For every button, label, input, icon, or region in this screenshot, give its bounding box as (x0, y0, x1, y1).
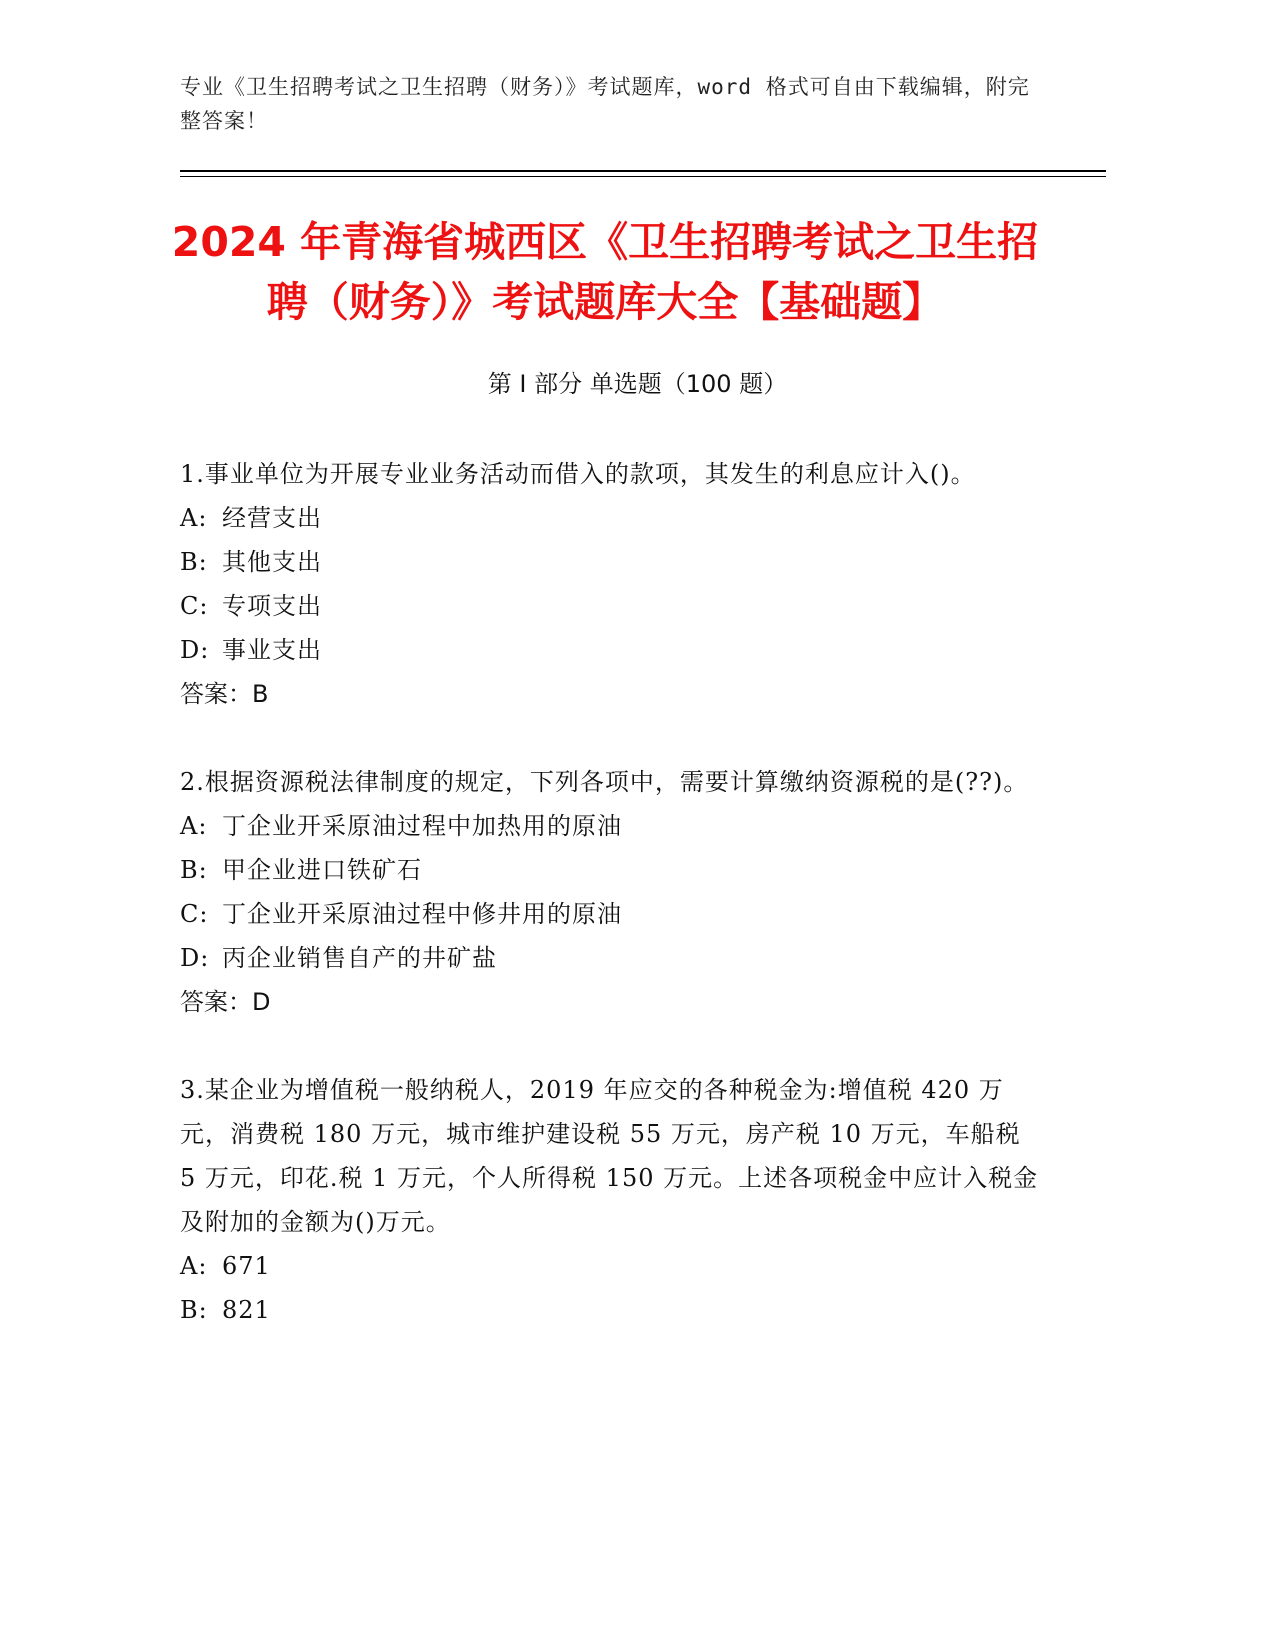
option-letter: B: (180, 548, 208, 576)
question-text: 1.事业单位为开展专业业务活动而借入的款项，其发生的利息应计入()。 (180, 460, 976, 488)
option-c (180, 892, 1040, 936)
header-divider (180, 170, 1106, 172)
question-text: 2.根据资源税法律制度的规定，下列各项中，需要计算缴纳资源税的是(??)。 (180, 768, 1029, 796)
option-text: 甲企业进口铁矿石 (222, 856, 422, 884)
header-note: 专业《卫生招聘考试之卫生招聘（财务）》考试题库，word 格式可自由下载编辑，附完整答案！ (180, 75, 1030, 133)
option-text: 671 (222, 1252, 271, 1280)
option-a (180, 1244, 1040, 1288)
question-2 (180, 760, 1040, 1024)
option-text: 专项支出 (222, 592, 322, 620)
question-text: 3.某企业为增值税一般纳税人，2019 年应交的各种税金为:增值税 420 万元，消费税 180 万元，城市维护建设税 55 万元，房产税 10 万元，车船税 5 万元，印花.税 1 万元，个人所得税 150 万元。上述各项税金中应计入税金及附加的金额为()万元。 (180, 1076, 1039, 1236)
section-heading: 第 I 部分 单选题（100 题） (487, 370, 788, 398)
option-letter: A: (180, 812, 208, 840)
option-letter: C: (180, 900, 209, 928)
option-text: 丁企业开采原油过程中加热用的原油 (222, 812, 622, 840)
question-3 (180, 1068, 1040, 1332)
option-d (180, 936, 1040, 980)
option-text: 经营支出 (222, 504, 322, 532)
document-title: 2024 年青海省城西区《卫生招聘考试之卫生招聘（财务）》考试题库大全【基础题】 (171, 218, 1039, 326)
option-c (180, 584, 1040, 628)
option-letter: D: (180, 636, 210, 664)
option-letter: B: (180, 856, 208, 884)
option-text: 丙企业销售自产的井矿盐 (222, 944, 497, 972)
answer-line: 答案：D (180, 988, 271, 1016)
answer-line: 答案：B (180, 680, 269, 708)
option-d (180, 628, 1040, 672)
option-text: 丁企业开采原油过程中修井用的原油 (222, 900, 622, 928)
option-a (180, 804, 1040, 848)
option-letter: B: (180, 1296, 208, 1324)
option-letter: A: (180, 1252, 208, 1280)
option-text: 事业支出 (222, 636, 322, 664)
option-text: 821 (222, 1296, 271, 1324)
question-1 (180, 452, 1040, 716)
option-a (180, 496, 1040, 540)
option-text: 其他支出 (222, 548, 322, 576)
option-b (180, 540, 1040, 584)
header-divider-thin (180, 176, 1106, 177)
option-b (180, 1288, 1040, 1332)
option-letter: A: (180, 504, 208, 532)
option-b (180, 848, 1040, 892)
question-list (180, 452, 1040, 1376)
option-letter: D: (180, 944, 210, 972)
option-letter: C: (180, 592, 209, 620)
